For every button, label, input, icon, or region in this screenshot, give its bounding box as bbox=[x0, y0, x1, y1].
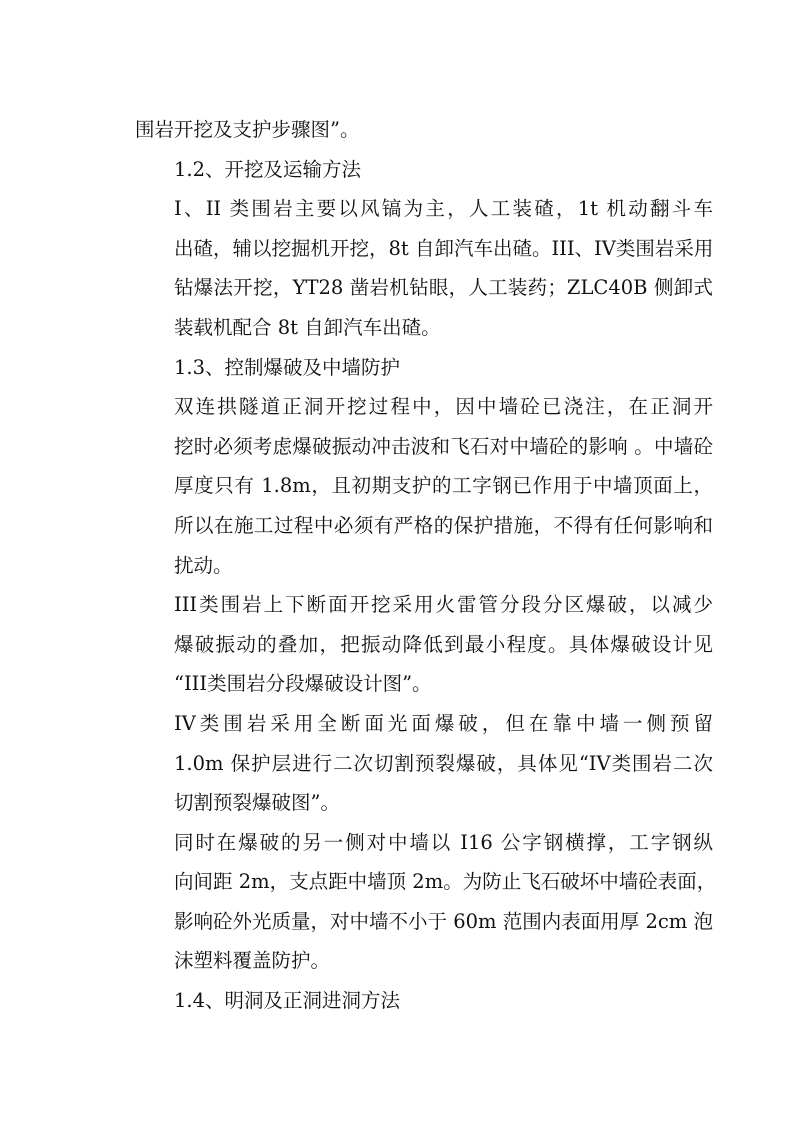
document-body bbox=[135, 110, 717, 1021]
text-line: 向间距 2m，支点距中墙顶 2m。为防止飞石破坏中墙砼表面， bbox=[174, 870, 717, 894]
paragraph bbox=[135, 387, 713, 585]
text-line: I、II 类围岩主要以风镐为主，人工装碴，1t 机动翻斗车 bbox=[174, 197, 713, 221]
text-line: “III类围岩分段爆破设计图”。 bbox=[174, 672, 432, 696]
text-line: 同时在爆破的另一侧对中墙以 I16 公字钢横撑，工字钢纵 bbox=[174, 830, 713, 854]
text-line: 双连拱隧道正洞开挖过程中，因中墙砼已浇注，在正洞开 bbox=[174, 395, 713, 419]
section-heading bbox=[135, 348, 713, 388]
text-line: 切割预裂爆破图”。 bbox=[174, 791, 340, 815]
paragraph bbox=[135, 110, 713, 150]
text-line: 围岩开挖及支护步骤图”。 bbox=[135, 118, 360, 141]
text-line: 挖时必须考虑爆破振动冲击波和飞石对中墙砼的影响 。中墙砼 bbox=[174, 434, 713, 458]
paragraph bbox=[135, 704, 713, 823]
text-line: 1.2、开挖及运输方法 bbox=[174, 157, 362, 181]
text-line: 爆破振动的叠加，把振动降低到最小程度。具体爆破设计见 bbox=[174, 632, 713, 656]
text-line: 影响砼外光质量，对中墙不小于 60m 范围内表面用厚 2cm 泡 bbox=[174, 909, 713, 933]
text-line: IV类围岩采用全断面光面爆破，但在靠中墙一侧预留 bbox=[174, 711, 713, 735]
text-line: 沫塑料覆盖防护。 bbox=[174, 949, 331, 973]
text-line: 钻爆法开挖，YT28 凿岩机钻眼，人工装药；ZLC40B 侧卸式 bbox=[174, 276, 713, 300]
paragraph bbox=[135, 189, 713, 347]
text-line: 1.0m 保护层进行二次切割预裂爆破，具体见“IV类围岩二次 bbox=[174, 751, 713, 775]
paragraph bbox=[135, 823, 717, 981]
text-line: III类围岩上下断面开挖采用火雷管分段分区爆破，以减少 bbox=[174, 593, 713, 617]
paragraph bbox=[135, 585, 713, 704]
text-line: 1.3、控制爆破及中墙防护 bbox=[174, 355, 401, 379]
text-line: 1.4、明洞及正洞进洞方法 bbox=[174, 989, 401, 1013]
section-heading bbox=[135, 150, 713, 190]
text-line: 扰动。 bbox=[174, 553, 233, 577]
text-line: 厚度只有 1.8m，且初期支护的工字钢已作用于中墙顶面上， bbox=[174, 474, 713, 498]
text-line: 出碴，辅以挖掘机开挖，8t 自卸汽车出碴。III、IV类围岩采用 bbox=[174, 236, 714, 260]
section-heading bbox=[135, 981, 713, 1021]
text-line: 装载机配合 8t 自卸汽车出碴。 bbox=[174, 315, 441, 339]
text-line: 所以在施工过程中必须有严格的保护措施，不得有任何影响和 bbox=[174, 513, 713, 537]
